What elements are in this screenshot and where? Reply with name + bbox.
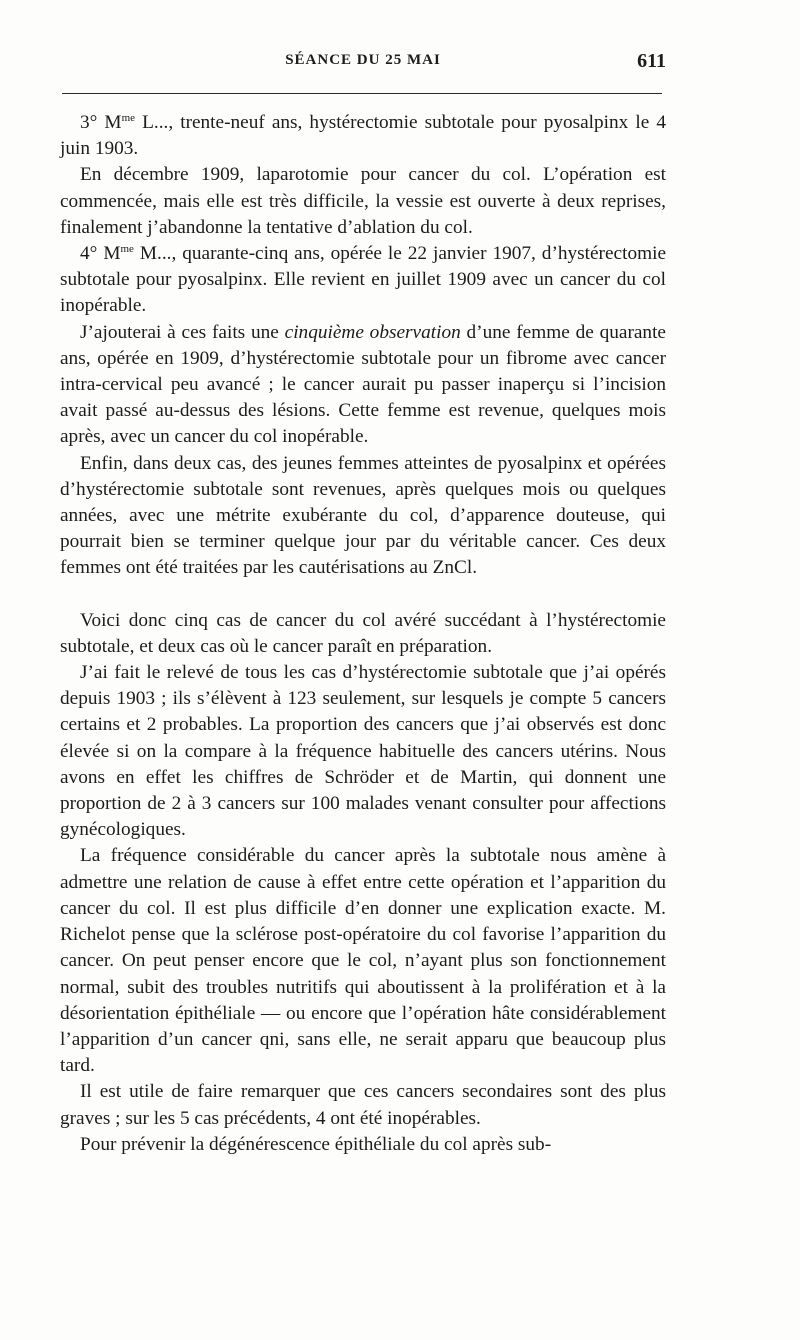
case-title: M (104, 112, 122, 133)
case-title-superscript: me (121, 112, 136, 124)
paragraph-fifth-observation (60, 320, 666, 451)
case-text: M..., quarante-cinq ans, opérée le 22 janvier 1907, d’hystérectomie subtotale pour pyosalpinx. Elle revient en juillet 1909 avec un cancer du col inopérable. (60, 243, 667, 317)
paragraph-case-3 (60, 110, 666, 162)
case-text: L..., trente-neuf ans, hystérectomie subtotale pour pyosalpinx le 4 juin 1903. (60, 112, 666, 160)
case-title: M (103, 243, 121, 265)
page-header (60, 52, 666, 82)
case-number: 4° (80, 243, 98, 265)
body-text (60, 110, 666, 1158)
paragraph-surgery-1909: En décembre 1909, laparotomie pour cancer du col. L’opération est commencée, mais elle est très difficile, la vessie est ouverte à deux reprises, finalement j’abandonne la tentative d’ablation du col. (60, 164, 666, 238)
italic-phrase: cinquième observation (284, 321, 461, 343)
paragraph-summary: Voici donc cinq cas de cancer du col avéré succédant à l’hystérectomie subtotale, et deux cas où le cancer paraît en préparation. (60, 609, 666, 657)
paragraph-prevention: Pour prévenir la dégénérescence épithéliale du col après sub- (80, 1133, 552, 1155)
paragraph-severity: Il est utile de faire remarquer que ces cancers secondaires sont des plus graves ; sur les 5 cas précédents, 4 ont été inopérables. (60, 1081, 666, 1129)
case-number: 3° (80, 112, 98, 133)
page-number: 611 (637, 50, 666, 72)
running-title: SÉANCE DU 25 MAI (285, 52, 441, 68)
header-rule (62, 93, 662, 94)
case-title-superscript: me (120, 243, 134, 256)
paragraph-case-4 (60, 241, 666, 320)
paragraph-statistics: J’ai fait le relevé de tous les cas d’hystérectomie subtotale que j’ai opérés depuis 1903 ; ils s’élèvent à 123 seulement, sur lesquels je compte 5 cancers certains et 2 probables. La proportion des cancers que j’ai observés est donc élevée si on la compare à la fréquence habituelle des cancers utérins. Nous avons en effet les chiffres de Schröder et de Martin, qui donnent une proportion de 2 à 3 cancers sur 100 malades venant consulter pour affections gynécologiques. (60, 662, 666, 841)
text-before-italic: J’ajouterai à ces faits une (80, 321, 285, 343)
paragraph-young-women: Enfin, dans deux cas, des jeunes femmes atteintes de pyosalpinx et opérées d’hystérectomie subtotale sont revenues, après quelques mois ou quelques années, avec une métrite exubérante du col, d’apparence douteuse, qui pourrait bien se terminer quelque jour par du véritable cancer. Ces deux femmes ont été traitées par les cautérisations au ZnCl. (60, 452, 666, 579)
text-after-italic: d’une femme de quarante ans, opérée en 1909, d’hystérectomie subtotale pour un fibrome avec cancer intra-cervical peu avancé ; le cancer aurait pu passer inaperçu si l’incision avait passé au-dessus des lésions. Cette femme est revenue, quelques mois après, avec un cancer du col inopérable. (60, 321, 666, 448)
paragraph-explanation: La fréquence considérable du cancer après la subtotale nous amène à admettre une relation de cause à effet entre cette opération et l’apparition du cancer du col. Il est plus difficile d’en donner une explication exacte. M. Richelot pense que la sclérose post-opératoire du col favorise l’apparition du cancer. On peut penser encore que le col, n’ayant plus son fonctionnement normal, subit des troubles nutritifs qui aboutissent à la prolifération et à la désorientation épithéliale — ou encore que l’opération hâte considérablement l’apparition d’un cancer qni, sans elle, ne serait apparu que beaucoup plus tard. (60, 845, 666, 1077)
